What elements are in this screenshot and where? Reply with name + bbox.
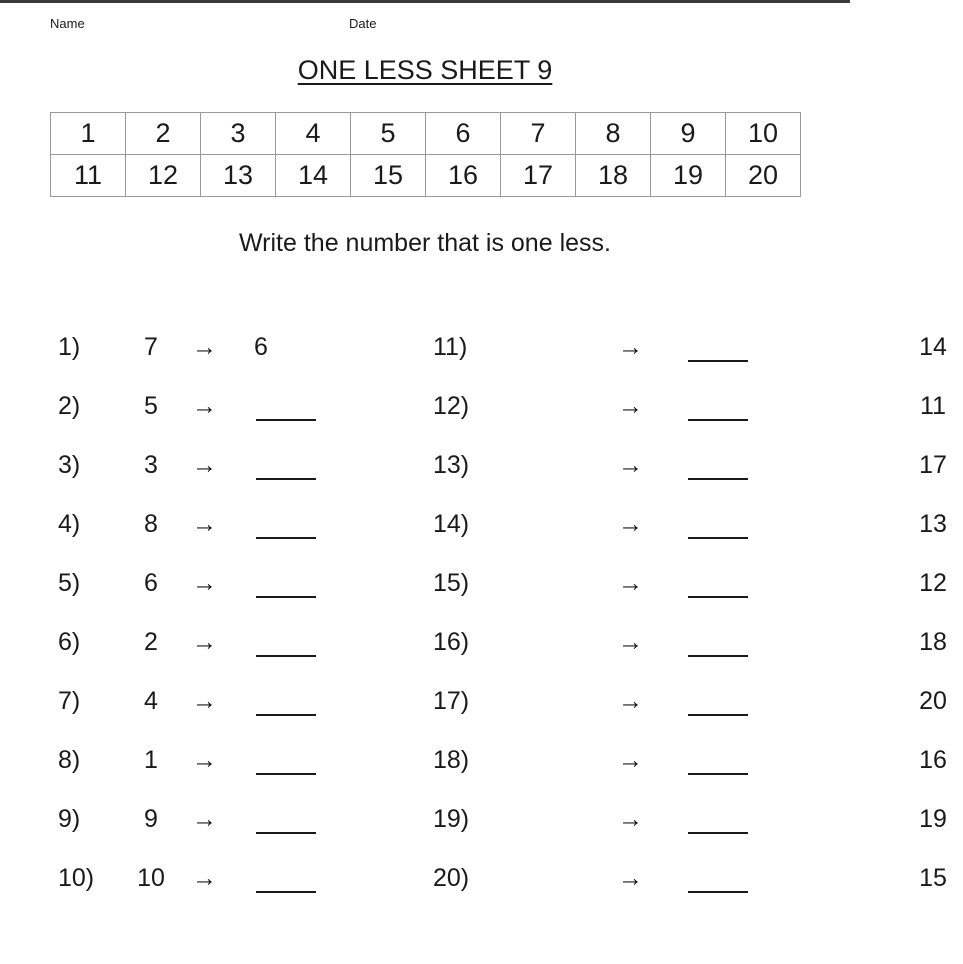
grid-cell: 7 (501, 113, 576, 155)
problem-row (0, 799, 947, 839)
problem-value: 5 (144, 392, 158, 420)
arrow-right-icon: → (192, 864, 217, 892)
arrow-right-icon: → (192, 628, 217, 656)
problem-value: 7 (144, 333, 158, 361)
grid-cell: 1 (51, 113, 126, 155)
problem-number: 8) (58, 746, 81, 774)
problem-row (0, 858, 947, 898)
problem-row (0, 327, 947, 367)
problem-number: 6) (58, 628, 81, 656)
problem-row (0, 445, 947, 485)
grid-cell: 11 (51, 155, 126, 197)
problem-number: 9) (58, 805, 81, 833)
answer-blank[interactable] (688, 419, 748, 421)
problem-row (0, 681, 947, 721)
problem-number: 11) (433, 333, 468, 361)
grid-cell: 12 (126, 155, 201, 197)
grid-cell: 15 (351, 155, 426, 197)
problem-number: 3) (58, 451, 81, 479)
arrow-right-icon: → (618, 687, 643, 715)
answer-blank[interactable] (688, 773, 748, 775)
problem-number: 10) (58, 864, 95, 892)
arrow-right-icon: → (192, 805, 217, 833)
arrow-right-icon: → (192, 333, 217, 361)
arrow-right-icon: → (192, 451, 217, 479)
problem-value: 11 (920, 392, 946, 420)
arrow-right-icon: → (618, 569, 643, 597)
problem-number: 19) (433, 805, 470, 833)
grid-cell: 2 (126, 113, 201, 155)
problem-row (0, 740, 947, 780)
problem-value: 1 (144, 746, 158, 774)
problem-number: 12) (433, 392, 470, 420)
grid-cell: 18 (576, 155, 651, 197)
problem-number: 14) (433, 510, 470, 538)
arrow-right-icon: → (192, 746, 217, 774)
problem-value: 8 (144, 510, 158, 538)
problem-number: 16) (433, 628, 470, 656)
arrow-right-icon: → (192, 687, 217, 715)
problem-value: 14 (919, 333, 947, 361)
problem-value: 12 (919, 569, 947, 597)
answer-blank[interactable] (688, 478, 748, 480)
problem-number: 1) (58, 333, 81, 361)
arrow-right-icon: → (618, 510, 643, 538)
problem-row (0, 504, 947, 544)
answer-blank[interactable] (688, 596, 748, 598)
problem-number: 4) (58, 510, 81, 538)
grid-cell: 8 (576, 113, 651, 155)
grid-cell: 4 (276, 113, 351, 155)
arrow-right-icon: → (192, 569, 217, 597)
problem-value: 16 (919, 746, 947, 774)
grid-cell: 3 (201, 113, 276, 155)
name-label: Name (50, 16, 85, 31)
problem-value: 18 (919, 628, 947, 656)
answer-blank[interactable] (688, 832, 748, 834)
arrow-right-icon: → (618, 746, 643, 774)
top-rule (0, 0, 850, 3)
grid-cell: 20 (726, 155, 801, 197)
grid-cell: 19 (651, 155, 726, 197)
answer-blank[interactable] (688, 537, 748, 539)
problem-value: 10 (137, 864, 165, 892)
problem-value: 17 (919, 451, 947, 479)
grid-cell: 13 (201, 155, 276, 197)
arrow-right-icon: → (618, 628, 643, 656)
problem-number: 18) (433, 746, 470, 774)
grid-cell: 17 (501, 155, 576, 197)
problem-value: 15 (919, 864, 947, 892)
worksheet-title: ONE LESS SHEET 9 (297, 55, 553, 85)
arrow-right-icon: → (618, 392, 643, 420)
problem-value: 3 (144, 451, 158, 479)
problem-number: 2) (58, 392, 81, 420)
problem-number: 17) (433, 687, 470, 715)
problem-row (0, 622, 947, 662)
grid-row (51, 155, 801, 197)
arrow-right-icon: → (192, 510, 217, 538)
grid-cell: 5 (351, 113, 426, 155)
arrow-right-icon: → (618, 451, 643, 479)
arrow-right-icon: → (618, 805, 643, 833)
answer-blank[interactable] (688, 360, 748, 362)
problem-value: 20 (919, 687, 947, 715)
answer-blank[interactable] (688, 714, 748, 716)
grid-cell: 6 (426, 113, 501, 155)
grid-cell: 14 (276, 155, 351, 197)
problem-value: 6 (144, 569, 158, 597)
problem-value: 19 (919, 805, 947, 833)
grid-row (51, 113, 801, 155)
problem-value: 4 (144, 687, 158, 715)
number-grid (50, 112, 801, 197)
answer-blank[interactable] (688, 891, 748, 893)
grid-cell: 9 (651, 113, 726, 155)
problem-number: 13) (433, 451, 470, 479)
problem-row (0, 386, 946, 426)
problem-row (0, 563, 947, 603)
arrow-right-icon: → (618, 864, 643, 892)
problem-value: 13 (919, 510, 947, 538)
answer-blank[interactable] (688, 655, 748, 657)
instruction-text: Write the number that is one less. (239, 229, 611, 257)
problem-number: 15) (433, 569, 470, 597)
date-label: Date (349, 16, 377, 31)
problem-value: 2 (144, 628, 158, 656)
grid-cell: 10 (726, 113, 801, 155)
arrow-right-icon: → (192, 392, 217, 420)
answer-text: 6 (254, 333, 268, 361)
problem-number: 7) (58, 687, 81, 715)
arrow-right-icon: → (618, 333, 643, 361)
problem-number: 5) (58, 569, 81, 597)
grid-cell: 16 (426, 155, 501, 197)
problem-number: 20) (433, 864, 470, 892)
problem-value: 9 (144, 805, 158, 833)
